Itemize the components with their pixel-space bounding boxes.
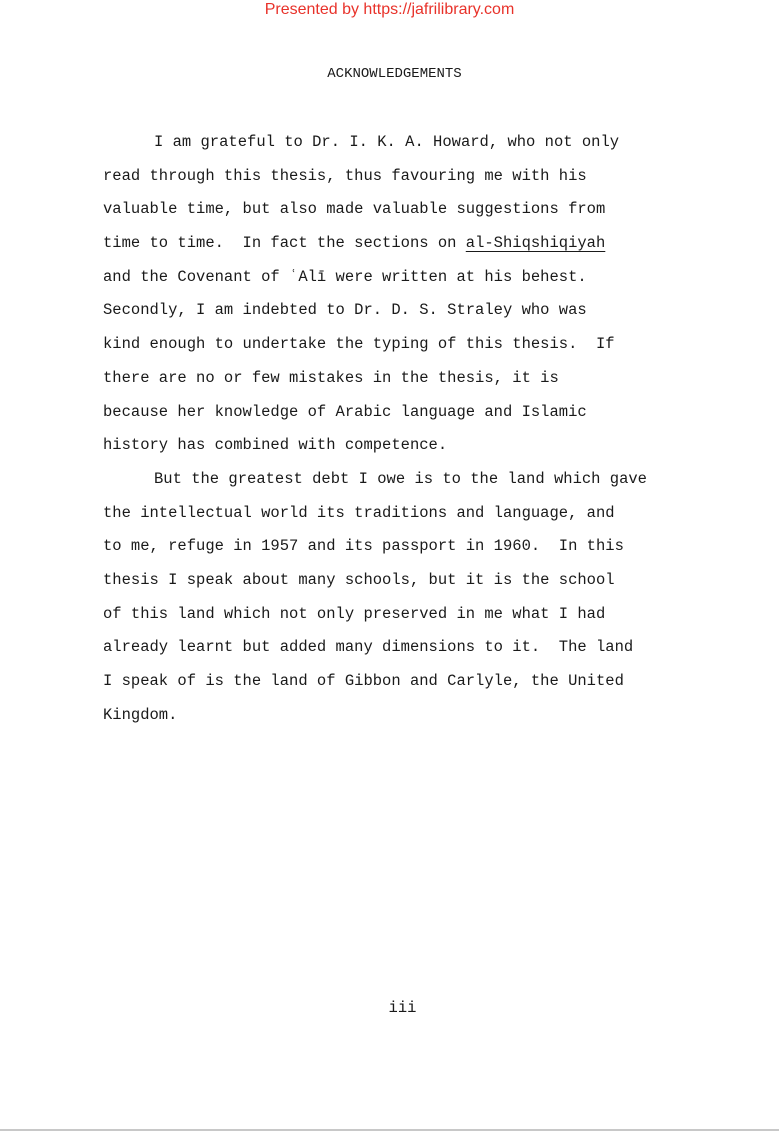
paragraph-1-line-1: I am grateful to Dr. I. K. A. Howard, who not only [154, 133, 620, 151]
acknowledgements-body [103, 126, 763, 732]
paragraph-1-line-6: Secondly, I am indebted to Dr. D. S. Straley who was [103, 301, 587, 320]
paragraph-1-line-8: there are no or few mistakes in the thesis, it is [103, 368, 559, 387]
paragraph-1-line-10: history has combined with competence. [103, 436, 448, 455]
paragraph-2-line-3: to me, refuge in 1957 and its passport in 1960. In this [103, 537, 624, 556]
paragraph-1-line-2: read through this thesis, thus favouring me with his [103, 166, 587, 185]
paragraph-2-line-7: I speak of is the land of Gibbon and Carlyle, the United [103, 672, 624, 690]
paragraph-1-line-3: valuable time, but also made valuable suggestions from [103, 200, 606, 219]
paragraph-2-line-8: Kingdom. [103, 705, 178, 724]
underlined-term: al-Shiqshiqiyah [465, 234, 606, 253]
paragraph-1-line-4 [103, 227, 763, 261]
paragraph-1-line-9: because her knowledge of Arabic language and Islamic [103, 402, 587, 421]
paragraph-2-line-4: thesis I speak about many schools, but it is the school [103, 570, 615, 589]
page-number: iii [388, 999, 417, 1017]
paragraph-2-line-2: the intellectual world its traditions and language, and [103, 503, 615, 522]
paragraph-1-line-5: and the Covenant of ʿAlī were written at his behest. [103, 267, 587, 286]
page-heading: ACKNOWLEDGEMENTS [327, 66, 462, 82]
paragraph-1-line-4-text: time to time. In fact the sections on [103, 234, 466, 253]
paragraph-2-line-6: already learnt but added many dimensions to it. The land [103, 638, 634, 657]
watermark-text: Presented by https://jafrilibrary.com [264, 1, 515, 18]
paragraph-1-line-7: kind enough to undertake the typing of this thesis. If [103, 335, 615, 354]
paragraph-2-line-5: of this land which not only preserved in me what I had [103, 604, 606, 623]
paragraph-2-line-1: But the greatest debt I owe is to the land which gave [154, 469, 647, 488]
